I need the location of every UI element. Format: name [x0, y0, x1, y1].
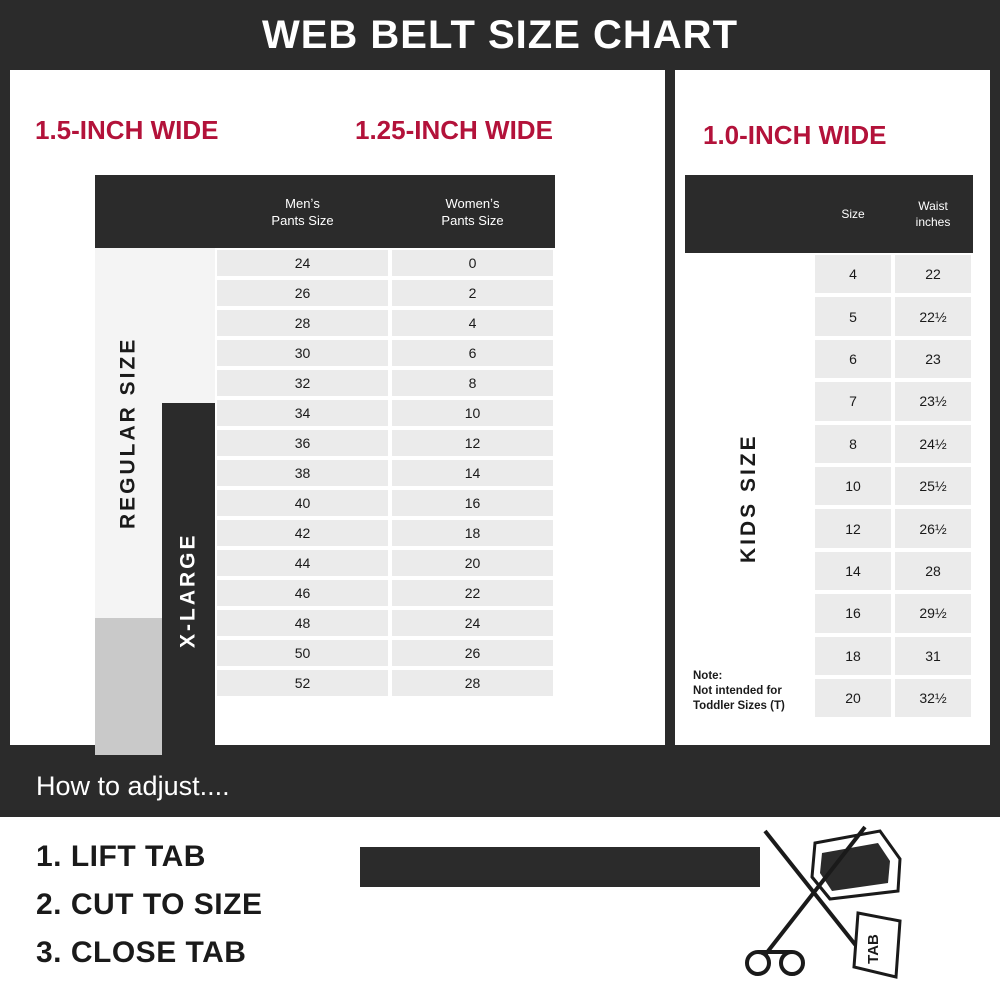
cell-kids-size: 6	[813, 338, 893, 380]
column-header-waist	[893, 175, 973, 253]
cell-kids-size: 18	[813, 635, 893, 677]
cell-kids-size: 4	[813, 253, 893, 295]
table-row	[813, 338, 973, 380]
cell-kids-size: 8	[813, 423, 893, 465]
group-regular-padding	[162, 248, 215, 403]
kids-note-line2: Not intended for	[693, 685, 782, 697]
page-bottom-edge	[0, 990, 1000, 1000]
table-row	[215, 638, 555, 668]
table-row	[813, 465, 973, 507]
cell-kids-size: 16	[813, 592, 893, 634]
group-label-xlarge: X-LARGE	[162, 403, 215, 778]
cell-womens-size: 26	[390, 638, 555, 668]
cell-kids-waist: 23	[893, 338, 973, 380]
cell-womens-size: 20	[390, 548, 555, 578]
cell-mens-size: 28	[215, 308, 390, 338]
frame-right-edge	[990, 70, 1000, 745]
tab-flag	[854, 913, 900, 977]
table-row	[215, 518, 555, 548]
cell-kids-waist: 31	[893, 635, 973, 677]
adult-table-body	[215, 248, 555, 698]
column-header-mens-line1: Menʼs	[285, 195, 320, 211]
table-row	[813, 507, 973, 549]
column-header-size: Size	[841, 207, 865, 221]
step-3: 3. CLOSE TAB	[36, 936, 247, 969]
cell-mens-size: 44	[215, 548, 390, 578]
cell-mens-size: 42	[215, 518, 390, 548]
cell-kids-size: 14	[813, 550, 893, 592]
table-row	[215, 278, 555, 308]
belt-illustration	[360, 825, 980, 1000]
cell-kids-waist: 23½	[893, 380, 973, 422]
cell-mens-size: 38	[215, 458, 390, 488]
adult-size-table	[95, 175, 555, 705]
table-row	[215, 398, 555, 428]
steps-list	[36, 833, 262, 977]
table-row	[215, 668, 555, 698]
step-1: 1. LIFT TAB	[36, 840, 206, 873]
cell-womens-size: 18	[390, 518, 555, 548]
table-row	[813, 380, 973, 422]
table-row	[215, 308, 555, 338]
cell-womens-size: 14	[390, 458, 555, 488]
table-row	[813, 295, 973, 337]
cell-mens-size: 52	[215, 668, 390, 698]
cell-womens-size: 28	[390, 668, 555, 698]
cell-kids-waist: 28	[893, 550, 973, 592]
cell-womens-size: 16	[390, 488, 555, 518]
table-row	[215, 428, 555, 458]
cell-kids-waist: 24½	[893, 423, 973, 465]
cell-womens-size: 0	[390, 248, 555, 278]
how-to-bar	[0, 755, 1000, 817]
cell-womens-size: 12	[390, 428, 555, 458]
table-row	[215, 248, 555, 278]
cell-mens-size: 32	[215, 368, 390, 398]
table-row	[215, 488, 555, 518]
heading-1-5-inch: 1.5-INCH WIDE	[35, 115, 219, 145]
column-header-mens-line2: Pants Size	[271, 212, 334, 228]
cell-mens-size: 46	[215, 578, 390, 608]
table-row	[813, 253, 973, 295]
panel-adult-sizes	[10, 70, 665, 745]
heading-1-25-inch: 1.25-INCH WIDE	[355, 115, 553, 145]
cell-womens-size: 22	[390, 578, 555, 608]
frame-left-edge	[0, 70, 10, 745]
heading-1-0-inch: 1.0-INCH WIDE	[703, 120, 887, 150]
page-title: WEB BELT SIZE CHART	[261, 12, 738, 57]
tab-flag-label: TAB	[865, 934, 882, 964]
cell-mens-size: 50	[215, 638, 390, 668]
cell-mens-size: 24	[215, 248, 390, 278]
cell-kids-size: 5	[813, 295, 893, 337]
kids-note	[693, 669, 785, 714]
column-header-waist-line2: inches	[915, 215, 951, 229]
kids-size-table	[685, 175, 973, 720]
table-row	[215, 368, 555, 398]
panel-divider	[665, 70, 675, 745]
panel-kids-sizes	[675, 70, 990, 745]
table-row	[215, 338, 555, 368]
step-2: 2. CUT TO SIZE	[36, 888, 263, 921]
kids-note-line3: Toddler Sizes (T)	[693, 700, 785, 712]
table-row	[813, 677, 973, 719]
cell-mens-size: 26	[215, 278, 390, 308]
cell-kids-size: 10	[813, 465, 893, 507]
table-row	[215, 548, 555, 578]
group-label-regular-size: REGULAR SIZE	[95, 248, 162, 618]
belt-strap	[360, 847, 760, 887]
column-header-womens-line2: Pants Size	[441, 212, 504, 228]
cell-kids-waist: 32½	[893, 677, 973, 719]
cell-womens-size: 2	[390, 278, 555, 308]
table-row	[813, 635, 973, 677]
table-row	[215, 608, 555, 638]
cell-mens-size: 36	[215, 428, 390, 458]
kids-table-body	[813, 253, 973, 719]
column-header-waist-line1: Waist	[918, 199, 948, 213]
group-xlarge-background	[95, 618, 162, 778]
cell-mens-size: 40	[215, 488, 390, 518]
cell-womens-size: 6	[390, 338, 555, 368]
kids-side-panel	[685, 253, 813, 720]
column-header-mens	[215, 175, 390, 248]
cell-kids-size: 7	[813, 380, 893, 422]
cell-kids-waist: 25½	[893, 465, 973, 507]
group-label-kids-size: KIDS SIZE	[737, 433, 760, 563]
cell-kids-waist: 26½	[893, 507, 973, 549]
kids-note-line1: Note:	[693, 670, 723, 682]
cell-kids-size: 20	[813, 677, 893, 719]
table-row	[813, 423, 973, 465]
cell-womens-size: 4	[390, 308, 555, 338]
column-header-womens-line1: Womenʼs	[445, 195, 500, 211]
cell-womens-size: 24	[390, 608, 555, 638]
cell-kids-waist: 22½	[893, 295, 973, 337]
cell-mens-size: 30	[215, 338, 390, 368]
table-row	[215, 458, 555, 488]
table-row	[813, 592, 973, 634]
cell-kids-waist: 29½	[893, 592, 973, 634]
cell-mens-size: 48	[215, 608, 390, 638]
how-to-label: How to adjust....	[36, 770, 230, 801]
table-row	[813, 550, 973, 592]
cell-kids-size: 12	[813, 507, 893, 549]
scissors-icon	[747, 827, 865, 974]
cell-kids-waist: 22	[893, 253, 973, 295]
how-to-adjust-section	[0, 755, 1000, 1000]
cell-mens-size: 34	[215, 398, 390, 428]
cell-womens-size: 8	[390, 368, 555, 398]
column-header-womens	[390, 175, 555, 248]
table-row	[215, 578, 555, 608]
cell-womens-size: 10	[390, 398, 555, 428]
